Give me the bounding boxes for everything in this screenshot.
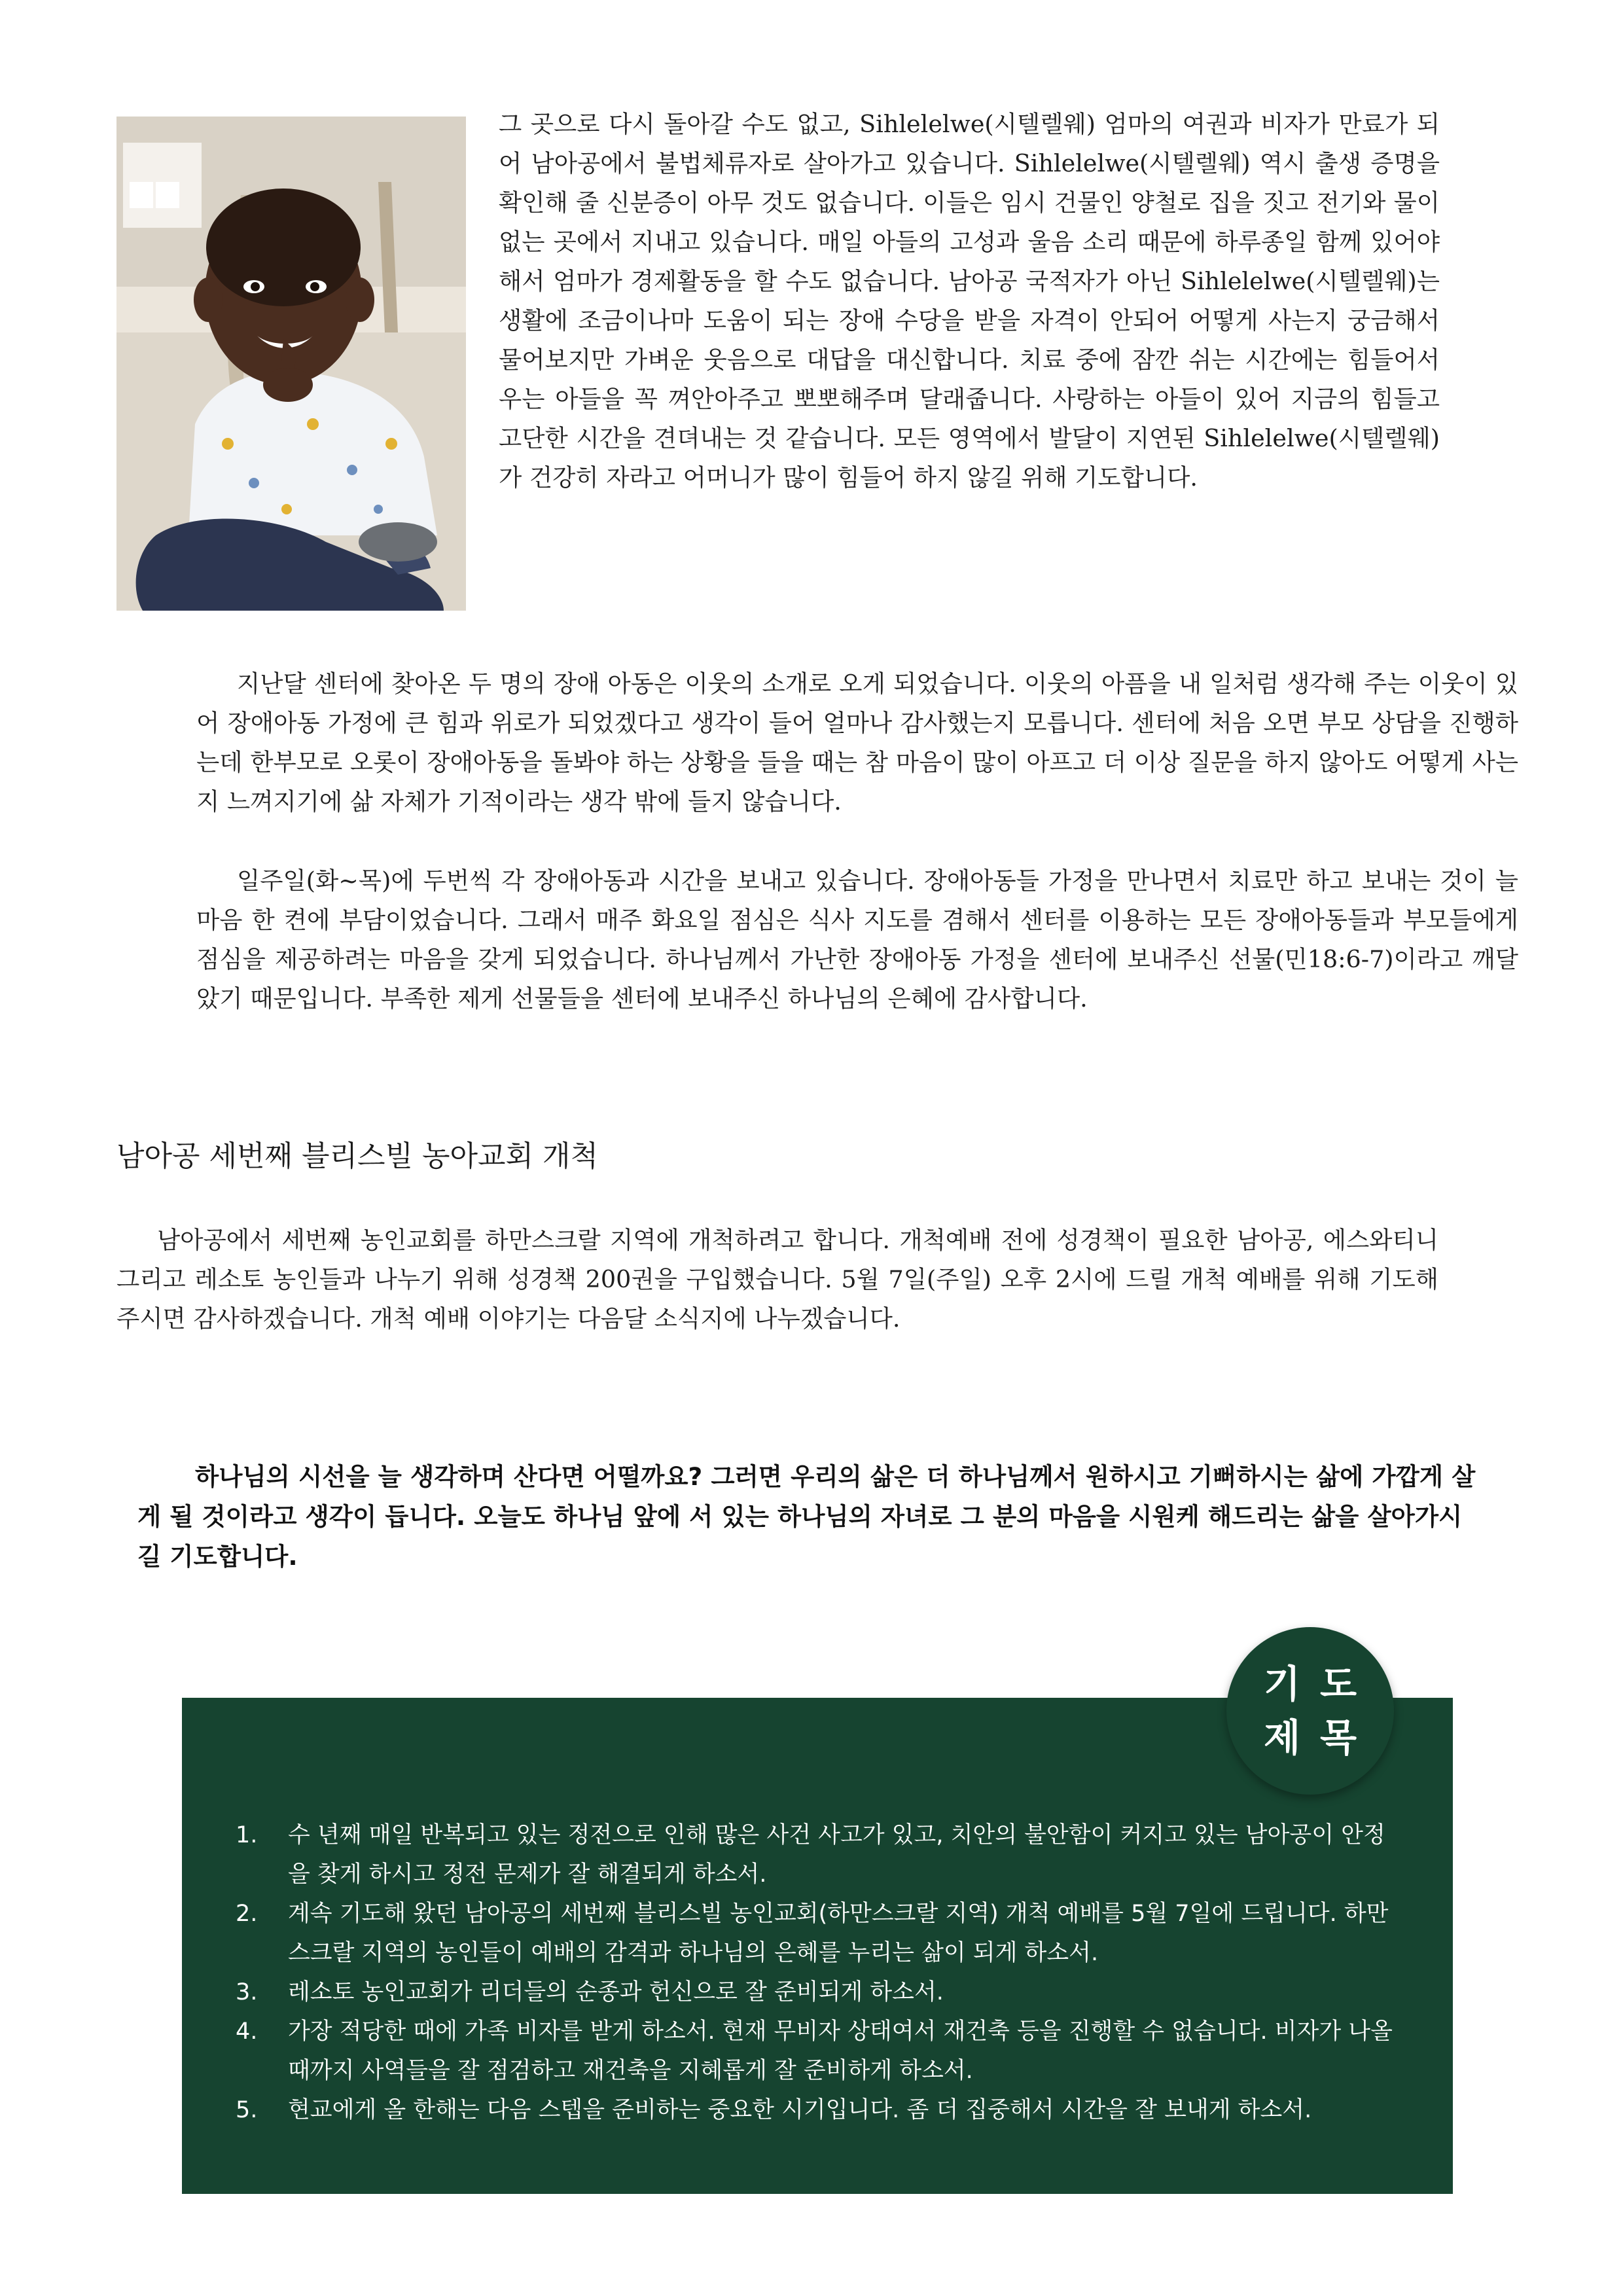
prayer-item	[236, 2090, 1400, 2130]
story-intro-paragraph: 그 곳으로 다시 돌아갈 수도 없고, Sihlelelwe(시텔렐웨) 엄마의 여권과 비자가 만료가 되어 남아공에서 불법체류자로 살아가고 있습니다. Sihlelelwe(시텔렐웨) 역시 출생 증명을 확인해 줄 신분증이 아무 것도 없습니다. 이들은 임시 건물인 양철로 집을 짓고 전기와 물이 없는 곳에서 지내고 있습니다. 매일 아들의 고성과 울음 소리 때문에 하루종일 함께 있어야 해서 엄마가 경제활동을 할 수도 없습니다. 남아공 국적자가 아닌 Sihlelelwe(시텔렐웨)는 생활에 조금이나마 도움이 되는 장애 수당을 받을 자격이 안되어 어떻게 사는지 궁금해서 물어보지만 가벼운 웃음으로 대답을 대신합니다. 치료 중에 잠깐 쉬는 시간에는 힘들어서 우는 아들을 꼭 껴안아주고 뽀뽀해주며 달래줍니다. 사랑하는 아들이 있어 지금의 힘들고 고단한 시간을 견뎌내는 것 같습니다. 모든 영역에서 발달이 지연된 Sihlelelwe(시텔렐웨)가 건강히 자라고 어머니가 많이 힘들어 하지 않길 위해 기도합니다.	[499, 110, 1440, 492]
prayer-badge	[1226, 1627, 1394, 1795]
prayer-item-number: 3.	[236, 1979, 258, 2005]
prayer-item-text: 계속 기도해 왔던 남아공의 세번째 블리스빌 농인교회(하만스크랄 지역) 개척 예배를 5월 7일에 드립니다. 하만스크랄 지역의 농인들이 예배의 감격과 하나님의 은혜를 누리는 삶이 되게 하소서.	[288, 1901, 1389, 1966]
prayer-item-number: 2.	[236, 1901, 258, 1927]
story-paragraph-1: 지난달 센터에 찾아온 두 명의 장애 아동은 이웃의 소개로 오게 되었습니다. 이웃의 아픔을 내 일처럼 생각해 주는 이웃이 있어 장애아동 가정에 큰 힘과 위로가 되었겠다고 생각이 들어 얼마나 감사했는지 모릅니다. 센터에 처음 오면 부모 상담을 진행하는데 한부모로 오롯이 장애아동을 돌봐야 하는 상황을 들을 때는 참 마음이 많이 아프고 더 이상 질문을 하지 않아도 어떻게 사는지 느껴지기에 삶 자체가 기적이라는 생각 밖에 들지 않습니다.	[196, 670, 1518, 816]
prayer-item	[236, 2012, 1400, 2090]
prayer-item	[236, 1894, 1400, 1973]
prayer-item-number: 1.	[236, 1822, 258, 1848]
child-photo	[116, 117, 466, 611]
child-photo-illustration	[116, 117, 466, 611]
closing-message: 하나님의 시선을 늘 생각하며 산다면 어떨까요? 그러면 우리의 삶은 더 하나님께서 원하시고 기뻐하시는 삶에 가깝게 살게 될 것이라고 생각이 듭니다. 오늘도 하나님 앞에 서 있는 하나님의 자녀로 그 분의 마음을 시원케 해드리는 삶을 살아가시길 기도합니다.	[137, 1462, 1476, 1571]
church-section-body: 남아공에서 세번째 농인교회를 하만스크랄 지역에 개척하려고 합니다. 개척예배 전에 성경책이 필요한 남아공, 에스와티니 그리고 레소토 농인들과 나누기 위해 성경책 200권을 구입했습니다. 5월 7일(주일) 오후 2시에 드릴 개척 예배를 위해 기도해 주시면 감사하겠습니다. 개척 예배 이야기는 다음달 소식지에 나누겠습니다.	[116, 1226, 1438, 1333]
prayer-badge-line-2: 제목	[1263, 1715, 1377, 1760]
prayer-item	[236, 1816, 1400, 1894]
prayer-item-text: 레소토 농인교회가 리더들의 순종과 헌신으로 잘 준비되게 하소서.	[288, 1979, 944, 2005]
prayer-badge-line-1: 기도	[1263, 1662, 1377, 1706]
church-section-heading: 남아공 세번째 블리스빌 농아교회 개척	[116, 1139, 599, 1173]
prayer-item-text: 수 년째 매일 반복되고 있는 정전으로 인해 많은 사건 사고가 있고, 치안의 불안함이 커지고 있는 남아공이 안정을 찾게 하시고 정전 문제가 잘 해결되게 하소서.	[288, 1822, 1385, 1888]
prayer-item-text: 가장 적당한 때에 가족 비자를 받게 하소서. 현재 무비자 상태여서 재건축 등을 진행할 수 없습니다. 비자가 나올 때까지 사역들을 잘 점검하고 재건축을 지혜롭게 잘 준비하게 하소서.	[288, 2018, 1393, 2084]
prayer-item-number: 4.	[236, 2018, 258, 2045]
prayer-item	[236, 1973, 1400, 2012]
prayer-item-number: 5.	[236, 2097, 258, 2123]
story-paragraph-2: 일주일(화~목)에 두번씩 각 장애아동과 시간을 보내고 있습니다. 장애아동들 가정을 만나면서 치료만 하고 보내는 것이 늘 마음 한 켠에 부담이었습니다. 그래서 매주 화요일 점심은 식사 지도를 겸해서 센터를 이용하는 모든 장애아동들과 부모들에게 점심을 제공하려는 마음을 갖게 되었습니다. 하나님께서 가난한 장애아동 가정을 센터에 보내주신 선물(민18:6-7)이라고 깨달았기 때문입니다. 부족한 제게 선물들을 센터에 보내주신 하나님의 은혜에 감사합니다.	[196, 867, 1518, 1013]
prayer-item-text: 현교에게 올 한해는 다음 스텝을 준비하는 중요한 시기입니다. 좀 더 집중해서 시간을 잘 보내게 하소서.	[288, 2097, 1312, 2123]
prayer-list	[236, 1816, 1400, 2130]
